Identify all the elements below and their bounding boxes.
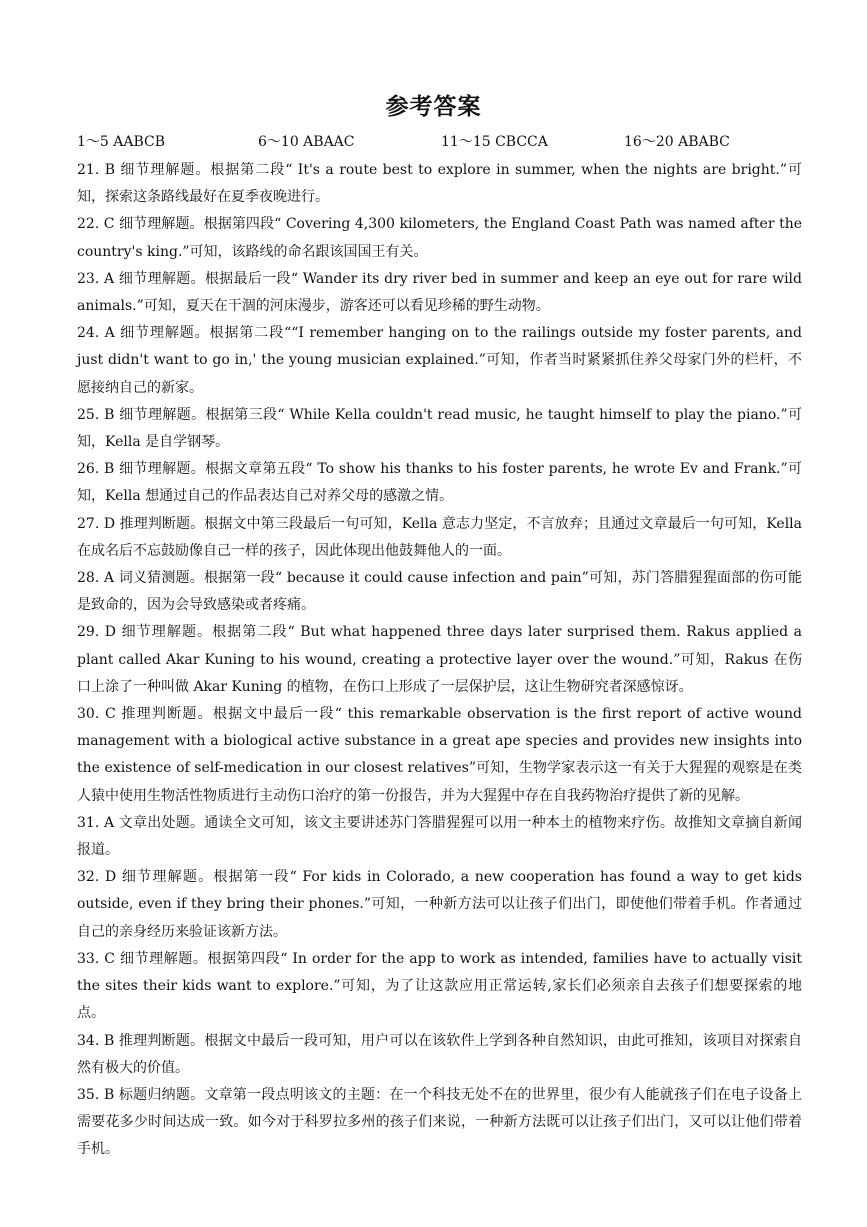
explanation-26: 26. B 细节理解题。根据文章第五段“ To show his thanks to his foster parents, he wrote Ev and Frank.”可知，Kella 想通过自己的作品表达自己对养父母的感激之情。 <box>77 461 802 505</box>
explanation-32: 32. D 细节理解题。根据第一段“ For kids in Colorado, a new cooperation has found a way to get kids outside, even if they bring their phones.”可知，一种新方法可以让孩子们出门，即使他们带着手机。作者通过自己的亲身经历来验证该新方法。 <box>77 869 802 940</box>
answer-key-16-20: 16～20 ABABC <box>624 134 730 150</box>
answer-key-1-5: 1～5 AABCB <box>77 134 166 150</box>
explanation-31: 31. A 文章出处题。通读全文可知，该文主要讲述苏门答腊猩猩可以用一种本土的植物来疗伤。故推知文章摘自新闻报道。 <box>77 814 802 859</box>
explanation-29: 29. D 细节理解题。根据第二段“ But what happened three days later surprised them. Rakus applied a plant called Akar Kuning to his wound, creating a protective layer over the wound.”可知，Rakus 在伤口上涂了一种叫做 Akar Kuning 的植物，在伤口上形成了一层保护层，这让生物研究者深感惊讶。 <box>77 624 802 695</box>
answer-key-row <box>77 132 837 152</box>
explanation-34: 34. B 推理判断题。根据文中最后一段可知，用户可以在该软件上学到各种自然知识，由此可推知，该项目对探索自然有极大的价值。 <box>77 1032 802 1076</box>
explanation-35: 35. B 标题归纳题。文章第一段点明该文的主题：在一个科技无处不在的世界里，很少有人能就孩子们在电子设备上需要花多少时间达成一致。如今对于科罗拉多州的孩子们来说，一种新方法既可以让孩子们出门，又可以让他们带着手机。 <box>77 1086 802 1158</box>
explanation-27: 27. D 推理判断题。根据文中第三段最后一句可知，Kella 意志力坚定，不言放弃；且通过文章最后一句可知，Kella 在成名后不忘鼓励像自己一样的孩子，因此体现出他鼓舞他人的一面。 <box>77 515 802 559</box>
explanation-21: 21. B 细节理解题。根据第二段“ It's a route best to explore in summer, when the nights are bright.”可知，探索这条路线最好在夏季夜晚进行。 <box>77 162 802 206</box>
explanation-30: 30. C 推理判断题。根据文中最后一段“ this remarkable observation is the first report of active wound management with a biological active substance in a great ape species and provides new insights into the existence of self-medication in our closest relatives”可知，生物学家表示这一有关于大猩猩的观察是在类人猿中使用生物活性物质进行主动伤口治疗的第一份报告，并为大猩猩中存在自我药物治疗提供了新的见解。 <box>77 706 802 804</box>
page-title: 参考答案 <box>385 93 482 120</box>
answer-key-11-15: 11～15 CBCCA <box>441 134 548 150</box>
explanation-25: 25. B 细节理解题。根据第三段“ While Kella couldn't read music, he taught himself to play the piano.”可知，Kella 是自学钢琴。 <box>77 406 802 451</box>
explanation-33: 33. C 细节理解题。根据第四段“ In order for the app to work as intended, families have to actually visit the sites their kids want to explore.”可知，为了让这款应用正常运转,家长们必须亲自去孩子们想要探索的地点。 <box>77 950 802 1022</box>
explanation-24: 24. A 细节理解题。根据第二段““I remember hanging on to the railings outside my foster parents, and just didn't want to go in,' the young musician explained.”可知，作者当时紧紧抓住养父母家门外的栏杆，不愿接纳自己的新家。 <box>77 325 802 396</box>
explanation-28: 28. A 词义猜测题。根据第一段“ because it could cause infection and pain”可知，苏门答腊猩猩面部的伤可能是致命的，因为会导致感染或者疼痛。 <box>77 570 802 614</box>
explanation-22: 22. C 细节理解题。根据第四段“ Covering 4,300 kilometers, the England Coast Path was named after the country's king.”可知，该路线的命名跟该国国王有关。 <box>77 216 802 260</box>
explanations-list <box>77 157 802 1164</box>
explanation-23: 23. A 细节理解题。根据最后一段“ Wander its dry river bed in summer and keep an eye out for rare wild animals.”可知，夏天在干涸的河床漫步，游客还可以看见珍稀的野生动物。 <box>77 270 802 315</box>
answer-key-6-10: 6～10 ABAAC <box>258 134 355 150</box>
